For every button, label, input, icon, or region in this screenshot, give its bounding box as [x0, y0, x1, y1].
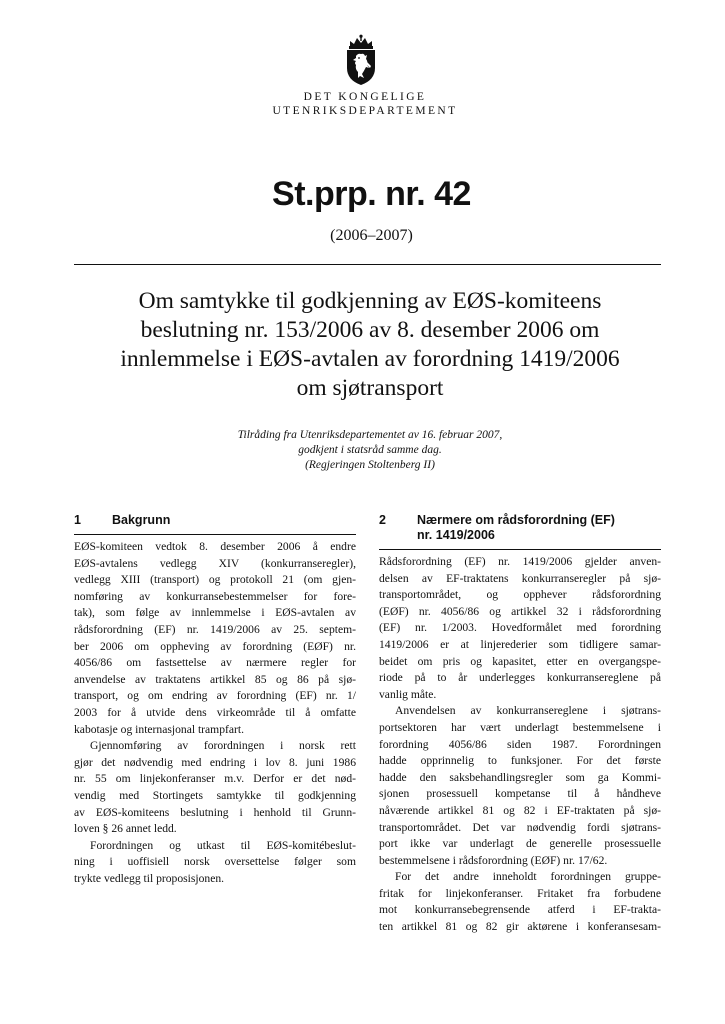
- body-line: 2003 for å utvide dens virkeområde til å omfatte: [74, 705, 356, 719]
- body-line: nåværende artikkel 81 og 82 i EF-traktaten på sjø-: [379, 803, 661, 817]
- body-line: vanlig måte.: [379, 687, 437, 701]
- body-line: ning i uoffisiell norsk oversettelse følger som: [74, 855, 356, 869]
- body-line: For det andre inneholdt forordningen gruppe-: [395, 870, 661, 884]
- body-line: EØS-avtalens vedlegg XIV (konkurranseregler),: [74, 556, 356, 570]
- section-heading: [379, 513, 661, 550]
- section-heading-text: Bakgrunn: [112, 513, 171, 527]
- body-line: mot konkurransebegrensende atferd i EF-trakta-: [379, 903, 661, 917]
- section-body: [74, 539, 356, 887]
- body-line: loven § 26 annet ledd.: [74, 822, 177, 836]
- body-line: hadde opprinnelig to funksjoner. For det første: [379, 754, 661, 768]
- ministry-name: [200, 90, 530, 118]
- body-line: kabotasje og internasjonal trampfart.: [74, 722, 244, 736]
- body-line: vendig med Stortingets samtykke til godkjenning: [74, 788, 356, 802]
- body-line: ber 2006 om oppheving av forordning (EØF) nr.: [74, 639, 356, 653]
- section-number: 1: [74, 513, 81, 527]
- subject-line: Om samtykke til godkjenning av EØS-komiteens: [138, 288, 602, 314]
- header-divider: [74, 264, 661, 265]
- section-number: 2: [379, 513, 386, 527]
- ministry-line-1: DET KONGELIGE: [303, 91, 427, 103]
- body-line: Forordningen og utkast til EØS-komitébeslut-: [90, 838, 356, 852]
- subject-line: innlemmelse i EØS-avtalen av forordning 1419/2006: [120, 346, 620, 372]
- body-line: (EØF) nr. 4056/86 og artikkel 32 i rådsforordning: [379, 604, 661, 618]
- body-line: transportområdet, og opphever rådsforordning: [379, 588, 661, 602]
- body-line: trykte vedlegg til proposisjonen.: [74, 871, 225, 885]
- body-line: tak), som følge av innlemmelse i EØS-avtalen av: [74, 606, 356, 620]
- body-line: delsen av EF-traktatens konkurranseregler på sjø-: [379, 571, 661, 585]
- body-line: vedlegg XIII (transport) og protokoll 21 (om gjen-: [74, 573, 356, 587]
- body-line: 1419/2006 er at linjerederier som tidligere samar-: [379, 637, 661, 651]
- body-line: gjør det nødvendig med endring i lov 8. juni 1986: [74, 755, 356, 769]
- body-line: transportområdet. Det var nødvendig fordi sjøtrans-: [379, 820, 661, 834]
- body-line: beidet om pris og kapasitet, etter en overgangspe-: [379, 654, 661, 668]
- body-line: Anvendelsen av konkurransereglene i sjøtrans-: [395, 704, 661, 718]
- body-line: Gjennomføring av forordningen i norsk rett: [90, 739, 356, 753]
- body-line: nomføring av konkurransebestemmelser for fore-: [74, 589, 356, 603]
- approval-line: (Regjeringen Stoltenberg II): [305, 459, 435, 471]
- document-title: St.prp. nr. 42: [272, 175, 471, 213]
- body-line: bestemmelsene i rådsforordning (EØF) nr. 17/62.: [379, 853, 608, 867]
- norwegian-coat-of-arms-icon: [344, 34, 378, 86]
- document-subject: [70, 287, 670, 403]
- section-column-1: [74, 513, 356, 887]
- subject-line: om sjøtransport: [296, 375, 444, 401]
- body-line: av EØS-komiteens beslutning i henhold til Grunn-: [74, 805, 356, 819]
- body-line: rådsforordning (EF) nr. 1419/2006 av 25. septem-: [74, 622, 356, 636]
- section-heading-text: Nærmere om rådsforordning (EF): [417, 513, 615, 527]
- body-line: riode på to år underlegges konkurransereglene på: [379, 671, 661, 685]
- body-line: transport, og om endring av forordning (EF) nr. 1/: [74, 689, 356, 703]
- body-line: forordning 4056/86 siden 1987. Forordningen: [379, 737, 661, 751]
- body-line: sjonen prosessuell kompetanse til å håndheve: [379, 787, 661, 801]
- subject-line: beslutning nr. 153/2006 av 8. desember 2006 om: [140, 317, 600, 343]
- body-line: nr. 55 om linjekonferanser m.v. Derfor er det nød-: [74, 772, 356, 786]
- approval-line: Tilråding fra Utenriksdepartementet av 16. februar 2007,: [237, 429, 503, 441]
- body-line: 4056/86 om fastsettelse av nærmere regler for: [74, 656, 356, 670]
- body-line: hadde den saksbehandlingsregler som ga Kommi-: [379, 770, 661, 784]
- approval-note: [180, 428, 560, 473]
- body-line: EØS-komiteen vedtok 8. desember 2006 å endre: [74, 540, 356, 553]
- section-heading: [74, 513, 356, 535]
- session-years: (2006–2007): [330, 227, 413, 244]
- section-column-2: [379, 513, 661, 936]
- body-line: portsektoren har vært underlagt bestemmelsene i: [379, 720, 661, 734]
- body-line: Rådsforordning (EF) nr. 1419/2006 gjelder anven-: [379, 555, 661, 568]
- body-line: anvendelse av traktatens artikkel 85 og 86 på sjø-: [74, 672, 356, 686]
- body-line: port ikke var underlagt de generelle prosessuelle: [379, 837, 661, 851]
- section-body: [379, 554, 661, 936]
- body-line: fritak for linjekonferanser. Fritaket fra forbudene: [379, 886, 661, 900]
- ministry-line-2: UTENRIKSDEPARTEMENT: [272, 105, 458, 117]
- approval-line: godkjent i statsråd samme dag.: [298, 444, 442, 456]
- body-line: (EF) nr. 1/2003. Hovedformålet med forordning: [379, 621, 661, 635]
- body-line: ten artikkel 81 og 82 gir aktørene i konferansesam-: [379, 920, 661, 934]
- section-heading-text: nr. 1419/2006: [417, 528, 495, 542]
